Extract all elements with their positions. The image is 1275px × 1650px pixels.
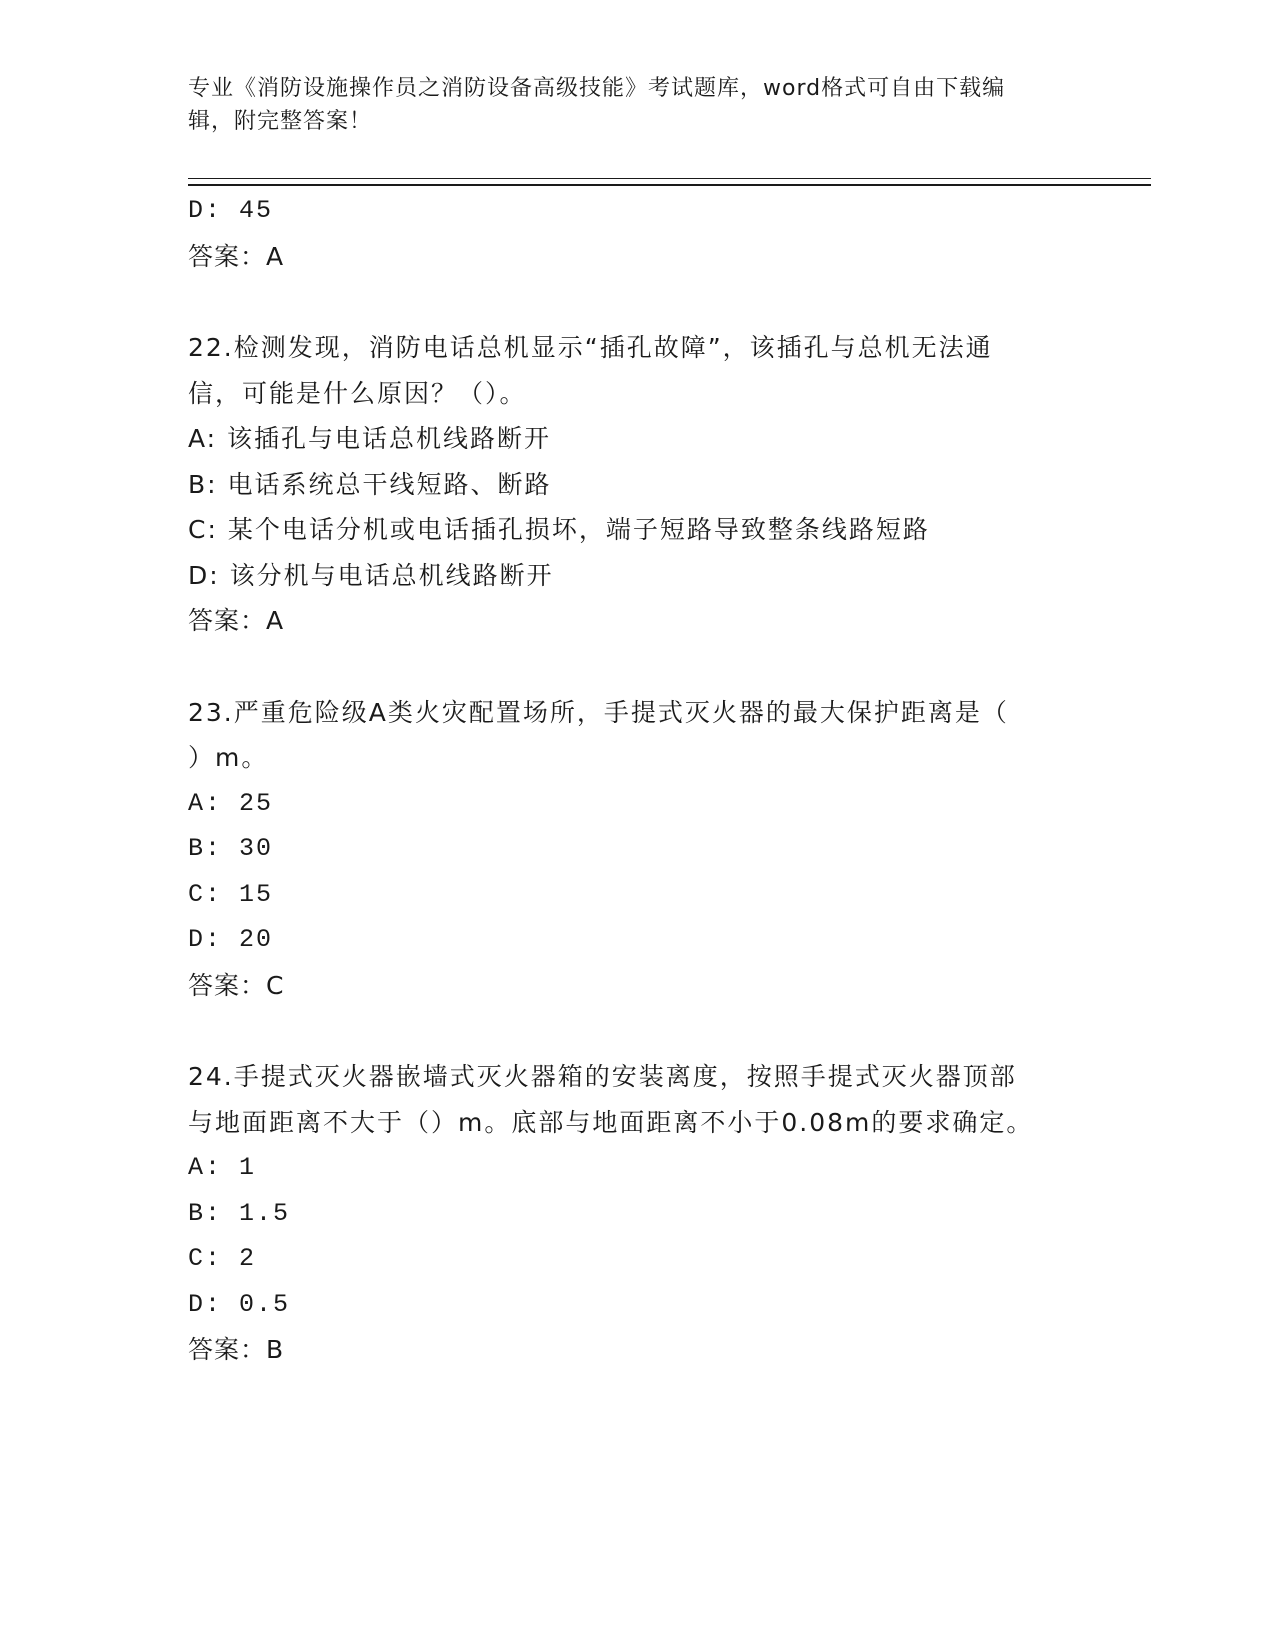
answer-line xyxy=(188,598,1088,644)
question-content xyxy=(188,188,1088,1373)
page-header xyxy=(188,72,1088,138)
option-c: C: 某个电话分机或电话插孔损坏，端子短路导致整条线路短路 xyxy=(188,515,930,544)
option-b: B: 30 xyxy=(188,834,274,863)
option-d: D: 20 xyxy=(188,925,274,954)
answer-label: 答案： xyxy=(188,970,267,1000)
answer-value: A xyxy=(266,241,285,271)
answer-value: C xyxy=(266,970,285,1000)
header-title-line-1: 专业《消防设施操作员之消防设备高级技能》考试题库，word格式可自由下载编 xyxy=(188,76,1006,101)
header-title-line-2: 辑，附完整答案！ xyxy=(188,109,373,134)
question-item xyxy=(188,690,1088,1009)
answer-label: 答案： xyxy=(188,606,267,635)
question-stem-line-1: 24.手提式灭火器嵌墙式灭火器箱的安装离度，按照手提式灭火器顶部 xyxy=(188,1062,1017,1091)
answer-value: A xyxy=(266,606,285,635)
question-stem-line-2: 与地面距离不大于（）m。底部与地面距离不小于0.08m的要求确定。 xyxy=(188,1107,1034,1137)
question-stem xyxy=(188,325,1088,416)
option-d: D: 45 xyxy=(188,196,274,225)
answer-label: 答案： xyxy=(188,241,267,271)
option-d: D: 0.5 xyxy=(188,1289,291,1319)
option-d: D: 该分机与电话总机线路断开 xyxy=(188,560,554,590)
option-c: C: 15 xyxy=(188,879,274,909)
question-stem xyxy=(188,1054,1088,1145)
answer-line xyxy=(188,963,1088,1009)
answer-line xyxy=(188,234,1088,280)
option-a: A: 1 xyxy=(188,1153,257,1182)
question-stem-line-2: ）m。 xyxy=(188,743,269,772)
option-c: C: 2 xyxy=(188,1244,257,1273)
answer-line xyxy=(188,1327,1088,1373)
option-b: B: 电话系统总干线短路、断路 xyxy=(188,469,552,499)
option-a: A: 该插孔与电话总机线路断开 xyxy=(188,424,552,453)
question-stem-line-2: 信，可能是什么原因？（）。 xyxy=(188,378,527,408)
question-stem-line-1: 22.检测发现，消防电话总机显示“插孔故障”，该插孔与总机无法通 xyxy=(188,333,993,362)
answer-label: 答案： xyxy=(188,1335,267,1364)
question-stem-line-1: 23.严重危险级A类火灾配置场所，手提式灭火器的最大保护距离是（ xyxy=(188,697,1009,727)
question-item xyxy=(188,325,1088,644)
prev-question-tail xyxy=(188,188,1088,279)
question-stem xyxy=(188,690,1088,781)
question-item xyxy=(188,1054,1088,1373)
header-divider xyxy=(188,178,1151,186)
option-b: B: 1.5 xyxy=(188,1198,291,1228)
option-a: A: 25 xyxy=(188,788,274,818)
answer-value: B xyxy=(266,1335,285,1364)
